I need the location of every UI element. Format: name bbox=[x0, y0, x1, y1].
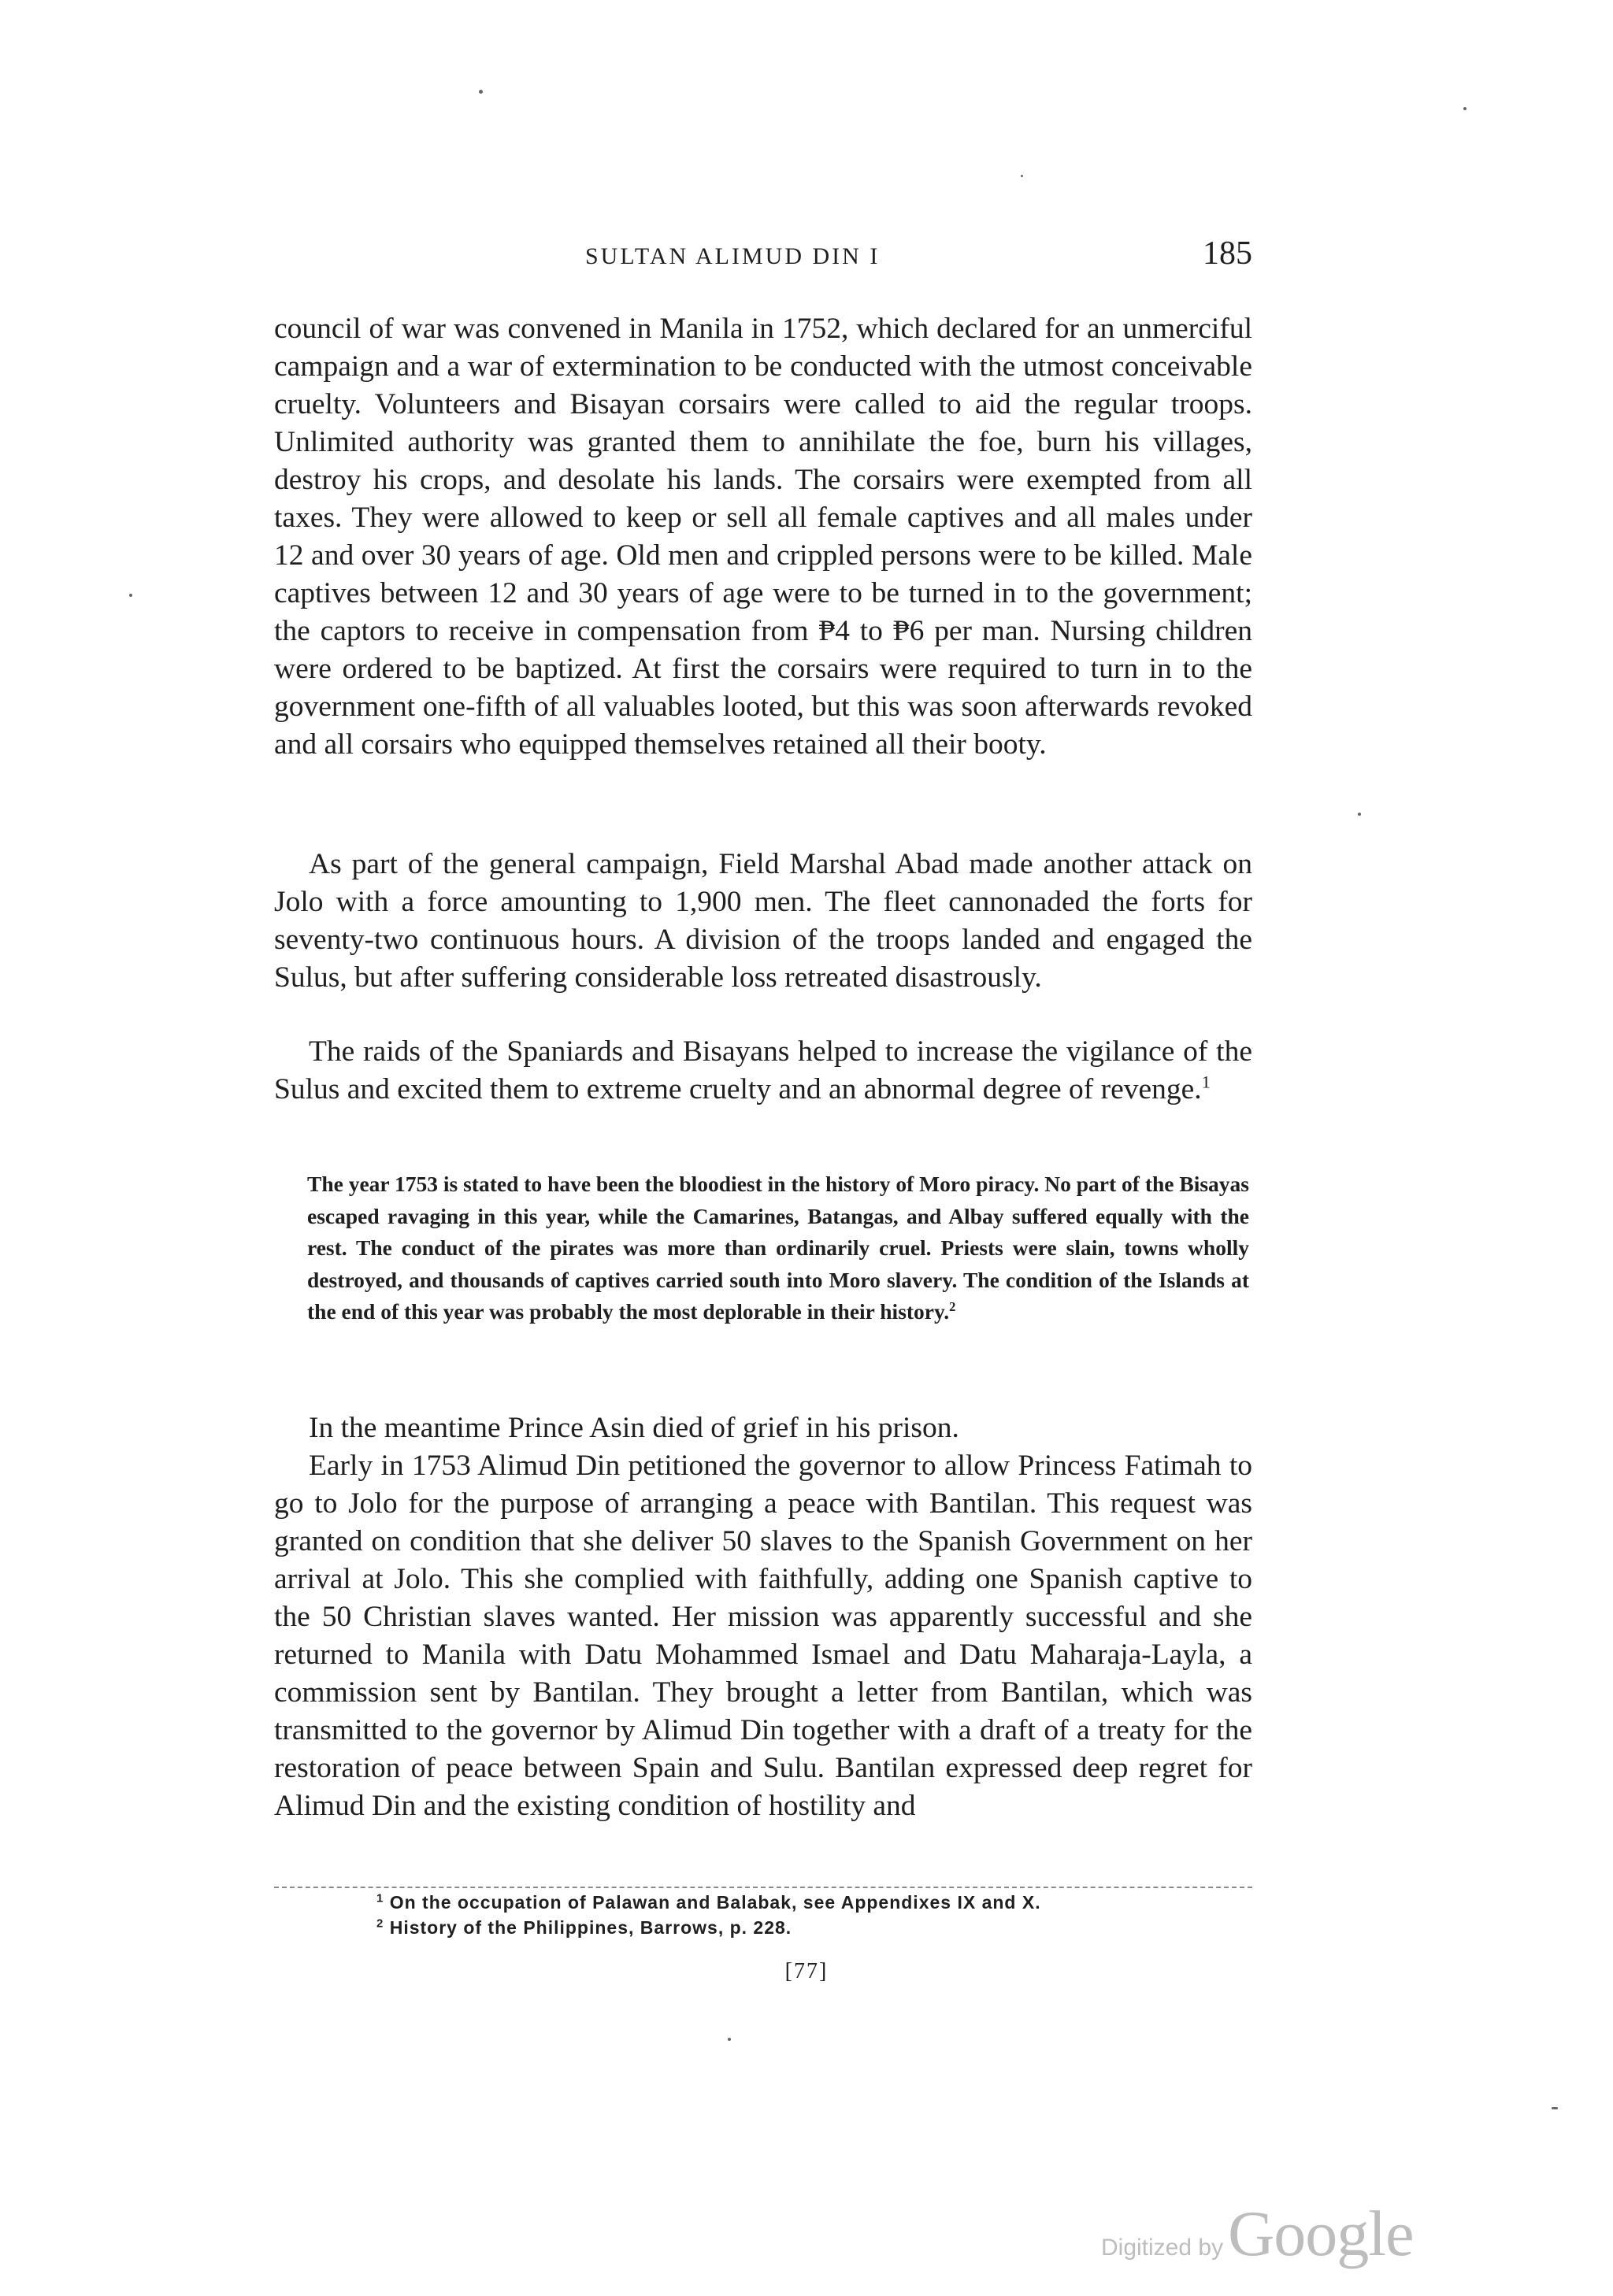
footnote-mark: 2 bbox=[376, 1916, 384, 1931]
footnote-divider bbox=[274, 1887, 1252, 1888]
watermark-logo: Google bbox=[1228, 2198, 1414, 2269]
scan-speck bbox=[1358, 813, 1361, 816]
paragraph-text: council of war was convened in Manila in 1752, which declared for an unmerciful campaign and a war of extermination to be conducted with the utmost conceivable cruelty. Volunteers and Bisayan corsairs were called to aid the regular troops. Unlimited authority was granted them to annihilate the foe, burn his villages, destroy his crops, and desolate his lands. The corsairs were exempted from all taxes. They were allowed to keep or sell all female captives and all males under 12 and over 30 years of age. Old men and crippled persons were to be killed. Male captives between 12 and 30 years of age were to be turned in to the government; the captors to receive in compensation from ₱4 to ₱6 per man. Nursing children were ordered to be baptized. At first the corsairs were required to turn in to the government one-fifth of all valuables looted, but this was soon afterwards revoked and all corsairs who equipped themselves retained all their booty. bbox=[274, 313, 1252, 761]
scan-speck bbox=[728, 2038, 731, 2041]
footnote-ref-2: 2 bbox=[949, 1298, 956, 1314]
paragraph-text: Early in 1753 Alimud Din petitioned the governor to allow Princess Fatimah to go to Jolo for the purpose of arranging a peace with Bantilan. This request was granted on condition that she deliver 50 slaves to the Spanish Government on her arrival at Jolo. This she complied with faithfully, adding one Spanish captive to the 50 Christian slaves wanted. Her mission was apparently successful and she returned to Manila with Datu Mohammed Ismael and Datu Maharaja-Layla, a commission sent by Bantilan. They brought a letter from Bantilan, which was transmitted to the governor by Alimud Din together with a draft of a treaty for the restoration of peace between Spain and Sulu. Bantilan expressed deep regret for Alimud Din and the existing condition of hostility and bbox=[274, 1450, 1252, 1822]
watermark-prefix: Digitized by bbox=[1101, 2235, 1224, 2261]
footnote-mark: 1 bbox=[376, 1891, 384, 1905]
footnote-text: On the occupation of Palawan and Balabak, see Appendixes IX and X. bbox=[389, 1892, 1041, 1913]
footnote-1 bbox=[376, 1890, 1041, 1915]
body-paragraph-prince-asin bbox=[274, 1409, 1252, 1447]
footnotes bbox=[376, 1890, 1041, 1940]
quote-text: The year 1753 is stated to have been the bloodiest in the history of Moro piracy. No part of the Bisayas escaped ravaging in this year, while the Camarines, Batangas, and Albay suffered equally with the rest. The conduct of the pirates was more than ordinarily cruel. Priests were slain, towns wholly destroyed, and thousands of captives carried south into Moro slavery. The condition of the Islands at the end of this year was probably the most deplorable in their history. bbox=[307, 1172, 1249, 1324]
body-paragraph-jolo-attack bbox=[274, 846, 1252, 997]
scan-speck bbox=[479, 90, 483, 94]
folio-number: [77] bbox=[784, 1959, 829, 1983]
body-paragraph-princess-fatimah bbox=[274, 1447, 1252, 1825]
block-quote bbox=[307, 1168, 1249, 1328]
page-number: 185 bbox=[1203, 235, 1252, 272]
footnote-ref-1: 1 bbox=[1201, 1072, 1211, 1092]
scan-speck bbox=[1463, 107, 1467, 110]
scan-speck bbox=[1552, 2107, 1558, 2109]
running-title: SULTAN ALIMUD DIN I bbox=[585, 243, 881, 269]
footnote-2 bbox=[376, 1915, 1041, 1940]
digitization-watermark bbox=[1101, 2197, 1413, 2271]
paragraph-text: In the meantime Prince Asin died of grief in his prison. bbox=[309, 1412, 959, 1444]
body-paragraph-council-of-war bbox=[274, 310, 1252, 764]
scan-speck bbox=[129, 594, 132, 597]
paragraph-text: The raids of the Spaniards and Bisayans helped to increase the vigilance of the Sulus and excited them to extreme cruelty and an abnormal degree of revenge. bbox=[274, 1035, 1252, 1105]
scan-speck bbox=[1021, 175, 1023, 177]
paragraph-with-note bbox=[274, 1033, 1252, 1109]
paragraph-text: As part of the general campaign, Field Marshal Abad made another attack on Jolo with a force amounting to 1,900 men. The fleet cannonaded the forts for seventy-two continuous hours. A division of the troops landed and engaged the Sulus, but after suffering considerable loss retreated disastrously. bbox=[274, 848, 1252, 994]
body-paragraph-raids bbox=[274, 1033, 1252, 1109]
footnote-text: History of the Philippines, Barrows, p. 228. bbox=[389, 1917, 792, 1938]
page-header bbox=[274, 235, 1252, 272]
